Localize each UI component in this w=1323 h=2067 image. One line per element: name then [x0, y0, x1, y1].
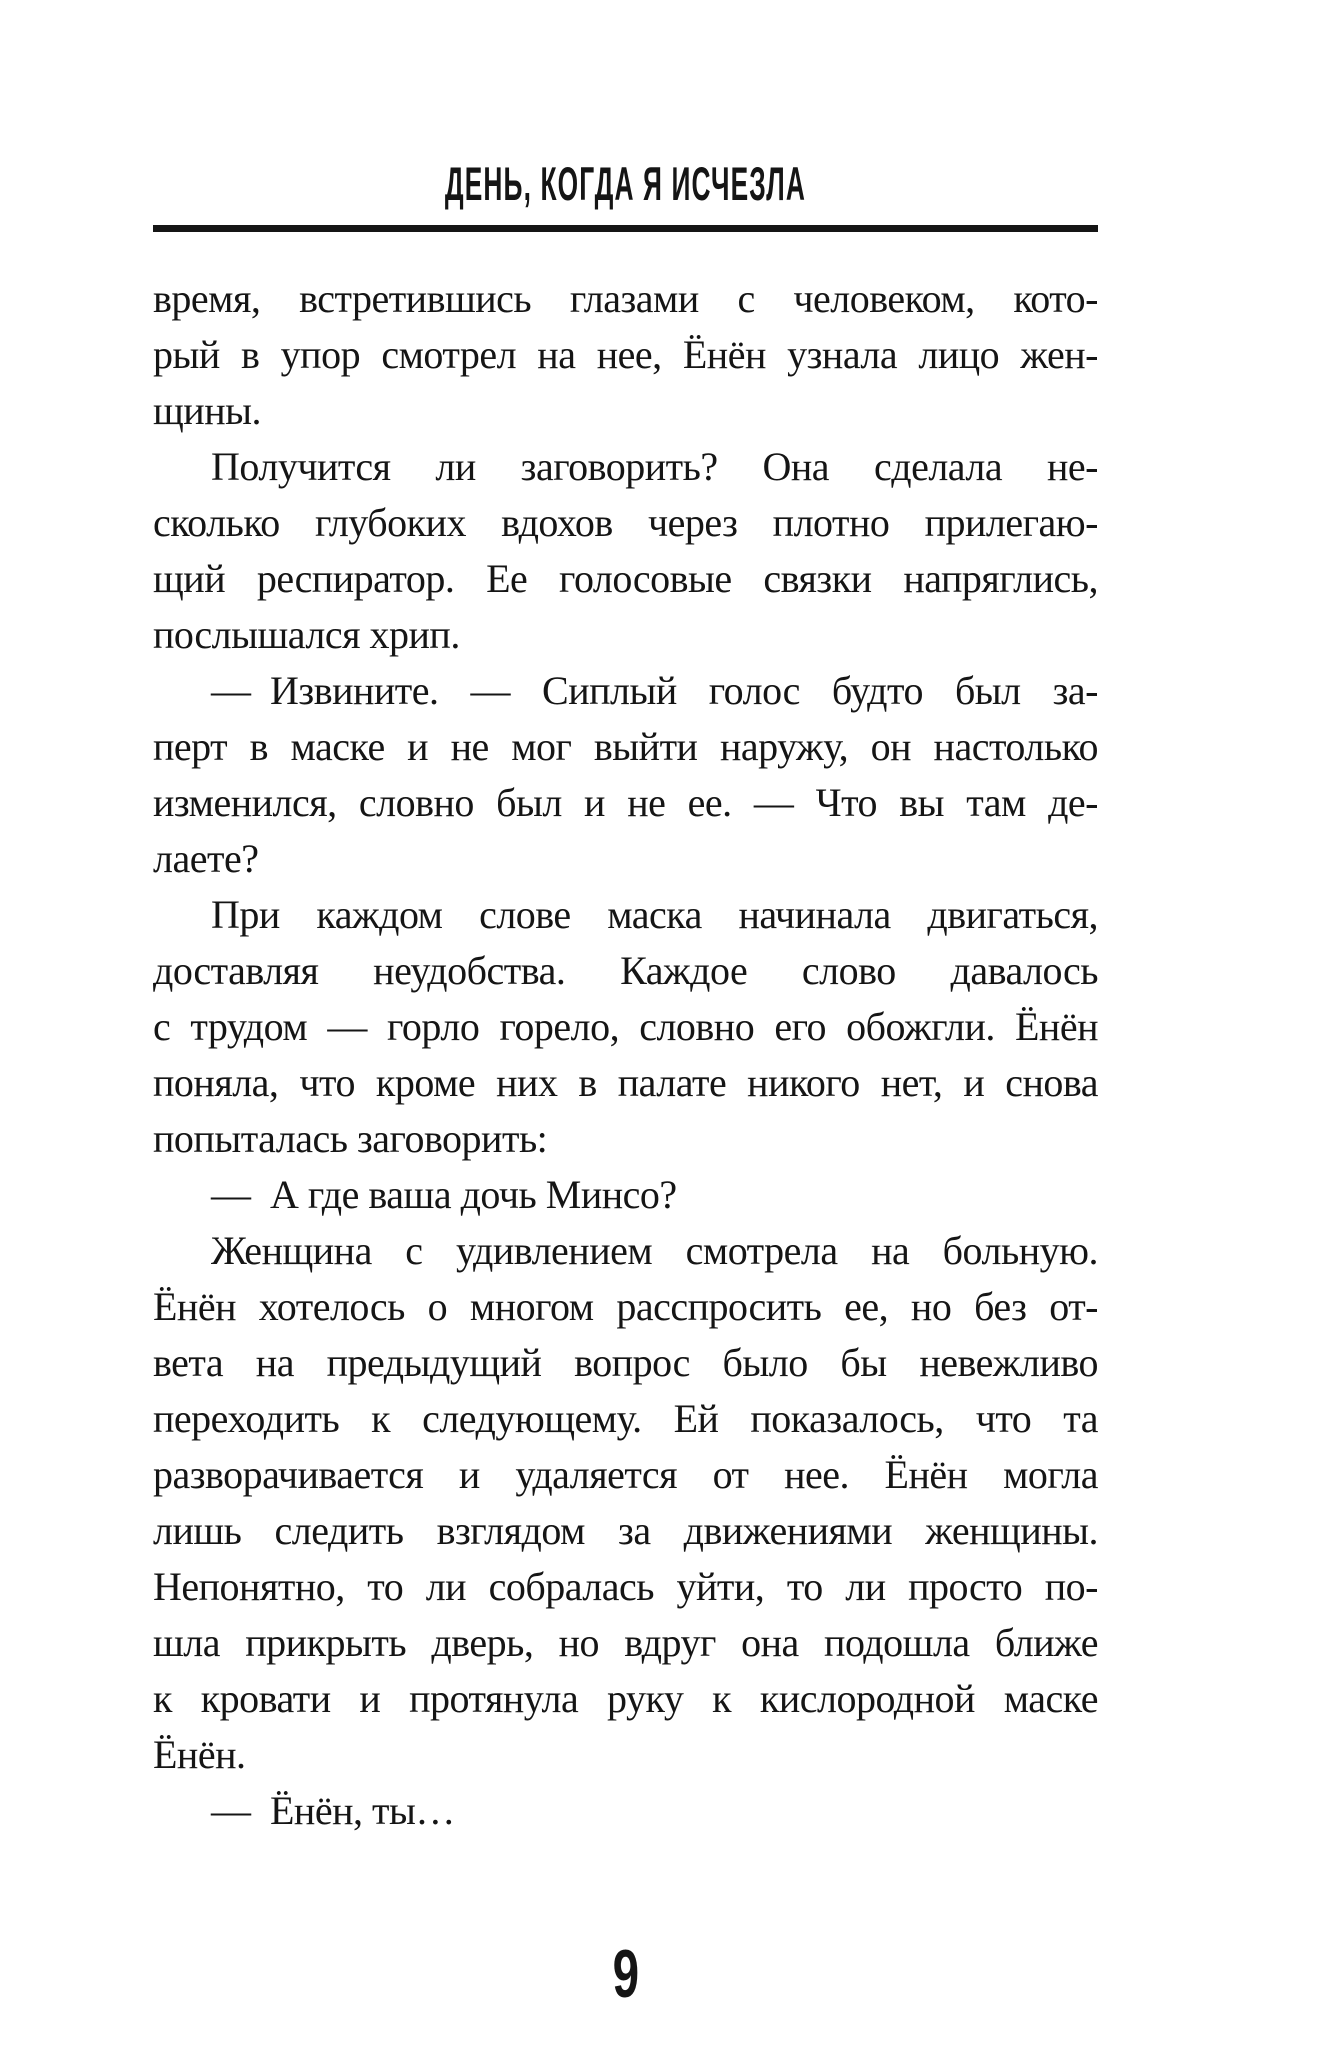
text-line: щины.: [153, 388, 261, 433]
running-header: [153, 158, 1098, 210]
text-line: — Извините. — Сиплый голос будто был за-: [211, 668, 1098, 713]
header-rule: [153, 225, 1098, 232]
text-line: При каждом слове маска начинала двигаться,: [211, 892, 1098, 937]
text-line: изменился, словно был и не ее. — Что вы там де-: [153, 780, 1098, 825]
text-line: к кровати и протянула руку к кислородной маске: [153, 1676, 1098, 1721]
text-line: с трудом — горло горело, словно его обожгли. Ёнён: [153, 1004, 1098, 1049]
body-text: [153, 271, 1098, 1839]
text-line: доставляя неудобства. Каждое слово давалось: [153, 948, 1098, 993]
text-line: переходить к следующему. Ей показалось, что та: [153, 1396, 1098, 1441]
text-line: Непонятно, то ли собралась уйти, то ли просто по-: [153, 1564, 1098, 1609]
text-line: Женщина с удивлением смотрела на больную.: [211, 1228, 1098, 1273]
text-line: рый в упор смотрел на нее, Ёнён узнала лицо жен-: [153, 332, 1098, 377]
text-line: лишь следить взглядом за движениями женщины.: [153, 1508, 1098, 1553]
text-line: Получится ли заговорить? Она сделала не-: [211, 444, 1098, 489]
text-line: послышался хрип.: [153, 612, 460, 657]
text-line: шла прикрыть дверь, но вдруг она подошла ближе: [153, 1620, 1098, 1665]
text-line: время, встретившись глазами с человеком, кото-: [153, 276, 1098, 321]
text-line: Ёнён хотелось о многом расспросить ее, но без от-: [153, 1284, 1098, 1329]
text-line: — А где ваша дочь Минсо?: [211, 1172, 677, 1217]
page-number: [153, 1938, 1098, 2010]
text-line: — Ёнён, ты…: [211, 1788, 455, 1833]
text-line: поняла, что кроме них в палате никого нет, и снова: [153, 1060, 1098, 1105]
text-line: вета на предыдущий вопрос было бы невежливо: [153, 1340, 1098, 1385]
text-line: Ёнён.: [153, 1732, 246, 1777]
page-title: ДЕНЬ, КОГДА Я ИСЧЕЗЛА: [444, 157, 807, 210]
text-line: лаете?: [153, 836, 259, 881]
text-line: попыталась заговорить:: [153, 1116, 548, 1161]
text-line: щий респиратор. Ее голосовые связки напряглись,: [153, 556, 1098, 601]
text-line: сколько глубоких вдохов через плотно прилегаю-: [153, 500, 1098, 545]
text-line: перт в маске и не мог выйти наружу, он настолько: [153, 724, 1098, 769]
page-number-value: 9: [612, 1936, 639, 2012]
text-line: разворачивается и удаляется от нее. Ёнён могла: [153, 1452, 1098, 1497]
